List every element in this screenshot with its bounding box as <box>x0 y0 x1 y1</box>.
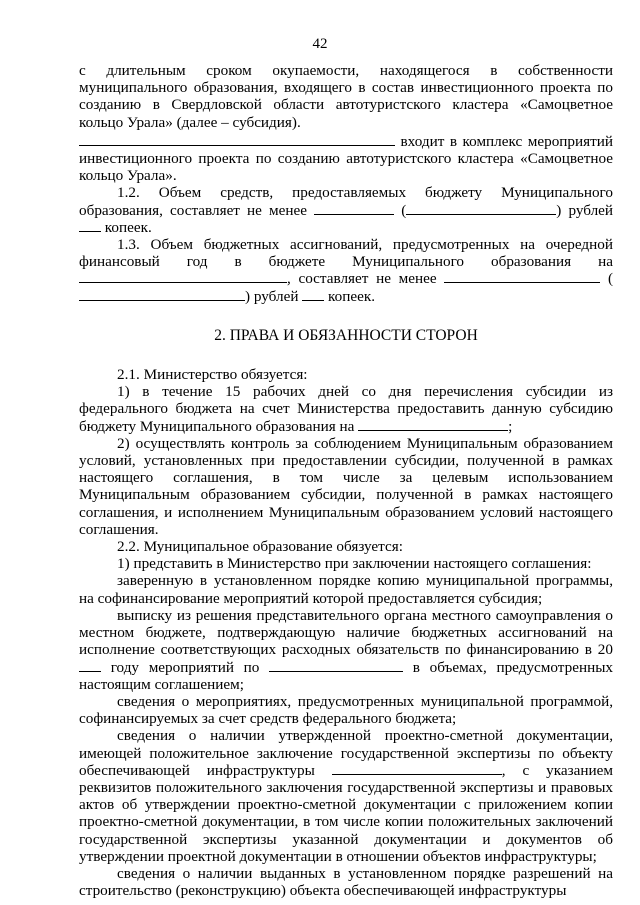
section-heading: 2. ПРАВА И ОБЯЗАННОСТИ СТОРОН <box>214 326 478 344</box>
paragraph: сведения о мероприятиях, предусмотренных муниципальной программой, софинансируемых за счет средств федерального бюджета; <box>79 692 613 728</box>
fill-blank <box>302 288 324 301</box>
paragraph: сведения о наличии утвержденной проектно-сметной документации, имеющей положительное заключение государственной экспертизы по объекту обеспечивающей инфраструктуры , с указанием реквизитов положительного заключения государственной экспертизы и правовых актов об утверждении проектно-сметной документации с приложением копии проектно-сметной документации, в том числе копии положительных заключений государственной экспертизы указанной документации и документов об утверждении проектной документации в отношении объектов инфраструктуры; <box>79 727 614 865</box>
page-number: 42 <box>312 36 328 52</box>
paragraph: выписку из решения представительного органа местного самоуправления о местном бюджете, подтверждающую наличие бюджетных ассигнований на исполнение соответствующих расходных обязательств по финансированию в 20 году мероприятий по в объемах, предусмотренных настоящим соглашением; <box>79 606 614 693</box>
fill-blank <box>314 202 394 215</box>
fill-blank <box>444 270 600 283</box>
fill-blank <box>269 659 403 672</box>
fill-blank <box>79 270 287 283</box>
paragraph: 1) представить в Министерство при заключении настоящего соглашения: <box>117 555 592 573</box>
paragraph: 1) в течение 15 рабочих дней со дня перечисления субсидии из федерального бюджета на счет Министерства предоставить данную субсидию бюджету Муниципального образования на ; <box>79 383 613 435</box>
paragraph: 1.2. Объем средств, предоставляемых бюджету Муниципального образования, составляет не менее ( ) рублей копеек. <box>79 184 614 236</box>
fill-blank <box>79 133 395 146</box>
paragraph: входит в комплекс мероприятий инвестиционного проекта по созданию автотуристского кластера «Самоцветное кольцо Урала». <box>79 132 614 185</box>
paragraph: 2.2. Муниципальное образование обязуется: <box>117 538 403 556</box>
paragraph: 1.3. Объем бюджетных ассигнований, предусмотренных на очередной финансовый год в бюджете Муниципального образования на , составляет не менее () рублей копеек. <box>79 236 614 305</box>
fill-blank <box>406 202 556 215</box>
paragraph: сведения о наличии выданных в установленном порядке разрешений на строительство (реконструкцию) объекта обеспечивающей инфраструктуры <box>79 864 613 900</box>
fill-blank <box>79 219 101 232</box>
document-body <box>79 62 613 899</box>
fill-blank <box>358 418 508 431</box>
fill-blank <box>79 288 245 301</box>
paragraph: заверенную в установленном порядке копию муниципальной программы, на софинансирование мероприятий которой предоставляется субсидия; <box>79 572 613 607</box>
fill-blank <box>332 762 502 775</box>
paragraph: с длительным сроком окупаемости, находящегося в собственности муниципального образования, входящего в состав инвестиционного проекта по созданию в Свердловской области автотуристского кластера «Самоцветное кольцо Урала» (далее – субсидия). <box>79 62 613 131</box>
fill-blank <box>79 659 101 672</box>
paragraph: 2.1. Министерство обязуется: <box>117 366 308 384</box>
paragraph: 2) осуществлять контроль за соблюдением Муниципальным образованием условий, установленных при предоставлении субсидии, полученной в рамках настоящего соглашения, в том числе за целевым использованием Муниципальным образованием субсидии, полученной в рамках настоящего соглашения, и исполнением Муниципальным образованием условий настоящего соглашения. <box>79 434 613 538</box>
